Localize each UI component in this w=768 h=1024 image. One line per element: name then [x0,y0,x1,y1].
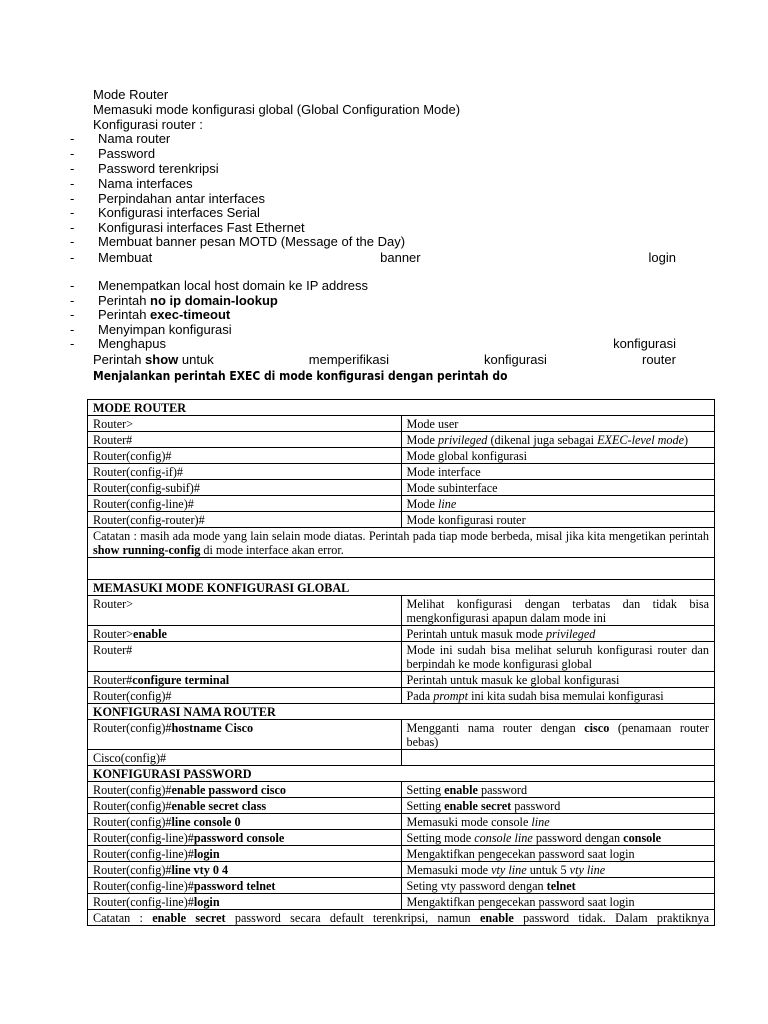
text: Mode [406,497,438,511]
prompt-cell: Router(config-subif)# [88,480,402,496]
heading-konfigurasi-router: Konfigurasi router : [93,117,203,132]
word: banner [380,250,421,265]
list-item [98,307,230,322]
word: memperifikasi [308,352,389,367]
text: password [477,783,528,797]
table-row [88,862,715,878]
text: Router(config-line)# [93,895,194,909]
command-text: console [623,831,662,845]
list-item: Nama interfaces [98,176,193,191]
description-cell [401,878,715,894]
description-cell [401,432,715,448]
description-cell [401,688,715,704]
text: Router(config-line)# [93,831,194,845]
command-text: enable secret [152,911,226,925]
italic-text: vty line [491,863,527,877]
table-row [88,878,715,894]
bullet-dash: - [70,322,75,337]
heading-global-config: Memasuki mode konfigurasi global (Global Configuration Mode) [93,102,461,117]
text: di mode interface akan error. [200,543,344,557]
description-cell [401,782,715,798]
description-cell: Mode ini sudah bisa melihat seluruh konfigurasi router dan berpindah ke mode konfigurasi global [401,642,715,672]
text: password secara default terenkripsi, namun [225,911,480,925]
section-header [88,704,715,720]
command-text: configure terminal [132,673,230,687]
bullet-dash: - [70,161,75,176]
command-text: exec-timeout [150,307,231,322]
table-row [88,596,715,626]
italic-text: privileged [545,627,596,641]
command-text: enable [133,627,167,641]
table-row [88,626,715,642]
text: Router(config)# [93,863,172,877]
italic-text: EXEC-level mode [597,433,685,447]
bullet-dash: - [70,191,75,206]
text: Perintah untuk masuk mode [406,627,546,641]
prompt-cell [88,814,402,830]
prompt-cell [88,626,402,642]
command-text: show [145,352,179,367]
italic-text: vty line [569,863,606,877]
description-cell: Mengaktifkan pengecekan password saat login [401,894,715,910]
prompt-cell [88,798,402,814]
italic-text: prompt [433,689,469,703]
description-cell [401,720,715,750]
description-cell [401,814,715,830]
prompt-cell: Router# [88,642,402,672]
list-item: Konfigurasi interfaces Fast Ethernet [98,220,305,235]
prompt-cell: Cisco(config)# [88,750,402,766]
bullet-dash: - [70,307,75,322]
section-header [88,580,715,596]
prompt-cell: Router> [88,596,402,626]
text: Setting [406,799,445,813]
word: login [648,250,676,265]
text: Memasuki mode [406,863,492,877]
table-row [88,448,715,464]
text: (dikenal juga sebagai [487,433,598,447]
bullet-dash: - [70,336,75,351]
word: konfigurasi [484,352,547,367]
prompt-cell [88,672,402,688]
prompt-cell: Router> [88,416,402,432]
prompt-cell: Router(config)# [88,688,402,704]
description-cell: Mode interface [401,464,715,480]
text: Router(config)# [93,799,172,813]
command-text: line console 0 [171,815,241,829]
router-command-table [87,399,715,926]
description-cell: Perintah untuk masuk ke global konfigurasi [401,672,715,688]
section-title: KONFIGURASI PASSWORD [88,766,715,782]
prompt-cell: Router(config-if)# [88,464,402,480]
prompt-cell: Router# [88,432,402,448]
prompt-cell [88,720,402,750]
show-line-start [93,352,214,367]
command-text: cisco [584,721,610,735]
command-text: hostname Cisco [171,721,254,735]
text: Perintah [98,307,151,322]
description-cell [401,496,715,512]
command-text: password telnet [193,879,276,893]
text: ini kita sudah bisa memulai konfigurasi [468,689,664,703]
command-text: enable [444,783,478,797]
bullet-dash: - [70,131,75,146]
italic-text: line [531,815,550,829]
heading-mode-router: Mode Router [93,87,169,102]
prompt-cell [88,894,402,910]
show-line [93,352,676,367]
prompt-cell: Router(config)# [88,448,402,464]
bullet-dash: - [70,250,75,265]
list-item: Nama router [98,131,171,146]
text: Pada [406,689,434,703]
word: Menghapus [98,336,166,351]
command-text: enable password cisco [171,783,286,797]
prompt-cell [88,846,402,862]
description-cell: Mode subinterface [401,480,715,496]
text: Router(config)# [93,815,172,829]
text: (penamaan router bebas) [406,721,709,749]
command-text: enable [479,911,514,925]
text: password tidak. Dalam praktiknya [513,911,710,925]
text: Setting [406,783,445,797]
prompt-cell [88,878,402,894]
text: Perintah [93,352,146,367]
bullet-dash: - [70,205,75,220]
text: Memasuki mode console [406,815,532,829]
note-row [88,528,715,558]
command-text: password console [193,831,285,845]
description-cell [401,750,715,766]
prompt-cell [88,830,402,846]
list-item [98,293,278,308]
list-item: Password terenkripsi [98,161,219,176]
bullet-dash: - [70,293,75,308]
list-item: Password [98,146,156,161]
description-cell: Mode user [401,416,715,432]
text: Router# [93,673,133,687]
bullet-dash: - [70,278,75,293]
table-row [88,496,715,512]
text: untuk 5 [526,863,570,877]
italic-text: line [437,497,457,511]
list-item: Perpindahan antar interfaces [98,191,265,206]
list-item-banner [98,250,676,265]
table-row [88,750,715,766]
command-text: login [193,847,220,861]
bullet-dash: - [70,220,75,235]
prompt-cell [88,782,402,798]
description-cell [401,862,715,878]
list-item: Membuat banner pesan MOTD (Message of the Day) [98,234,406,249]
table-row [88,894,715,910]
description-cell: Mengaktifkan pengecekan password saat login [401,846,715,862]
text: password [511,799,561,813]
text: Perintah [98,293,151,308]
word: konfigurasi [613,336,676,351]
table-row [88,830,715,846]
text: untuk [178,352,214,367]
description-cell: Melihat konfigurasi dengan terbatas dan tidak bisa mengkonfigurasi apapun dalam mode ini [401,596,715,626]
text: Seting vty password dengan [406,879,547,893]
command-text: no ip domain-lookup [150,293,278,308]
exec-line: Menjalankan perintah EXEC di mode konfigurasi dengan perintah do [93,368,508,383]
text: Router> [93,627,134,641]
table-row [88,416,715,432]
table-row [88,642,715,672]
list-item: Menyimpan konfigurasi [98,322,232,337]
note-cell [88,910,715,926]
description-cell: Mode global konfigurasi [401,448,715,464]
italic-text: console line [474,831,533,845]
text: Router(config-line)# [93,879,194,893]
list-item-delete [98,336,676,351]
note-row [88,910,715,926]
table-row [88,464,715,480]
bullet-dash: - [70,176,75,191]
table-row [88,720,715,750]
bullet-dash: - [70,146,75,161]
text: Router(config)# [93,783,172,797]
word: router [642,352,676,367]
table-row [88,688,715,704]
section-title: KONFIGURASI NAMA ROUTER [88,704,715,720]
table-row [88,672,715,688]
section-title: MEMASUKI MODE KONFIGURASI GLOBAL [88,580,715,596]
section-header [88,400,715,416]
text: Mengganti nama router dengan [406,721,585,735]
table-row [88,782,715,798]
text: Router(config-line)# [93,847,194,861]
description-cell [401,626,715,642]
text: Catatan : masih ada mode yang lain selain mode diatas. Perintah pada tiap mode berbeda, misal jika kita mengetikan perintah [93,529,709,543]
command-text: line vty 0 4 [171,863,229,877]
prompt-cell: Router(config-line)# [88,496,402,512]
empty-cell [88,558,715,580]
list-item: Konfigurasi interfaces Serial [98,205,260,220]
description-cell [401,830,715,846]
section-title: MODE ROUTER [88,400,715,416]
prompt-cell: Router(config-router)# [88,512,402,528]
list-item: Menempatkan local host domain ke IP address [98,278,369,293]
text: ) [684,433,689,447]
prompt-cell [88,862,402,878]
table-row [88,512,715,528]
command-text: show running-config [93,543,201,557]
table-row [88,798,715,814]
description-cell: Mode konfigurasi router [401,512,715,528]
table-row [88,432,715,448]
description-cell [401,798,715,814]
command-text: enable secret [444,799,512,813]
text: Catatan : [93,911,153,925]
command-text: enable secret class [171,799,267,813]
note-cell [88,528,715,558]
table-row [88,480,715,496]
command-text: telnet [546,879,576,893]
bullet-dash: - [70,234,75,249]
table-row [88,814,715,830]
word: Membuat [98,250,153,265]
text: Router(config)# [93,721,172,735]
text: Setting mode [406,831,475,845]
text: Mode [406,433,438,447]
table-row [88,846,715,862]
command-text: login [193,895,220,909]
italic-text: privileged [437,433,488,447]
spacer-row [88,558,715,580]
section-header [88,766,715,782]
text: password dengan [532,831,624,845]
